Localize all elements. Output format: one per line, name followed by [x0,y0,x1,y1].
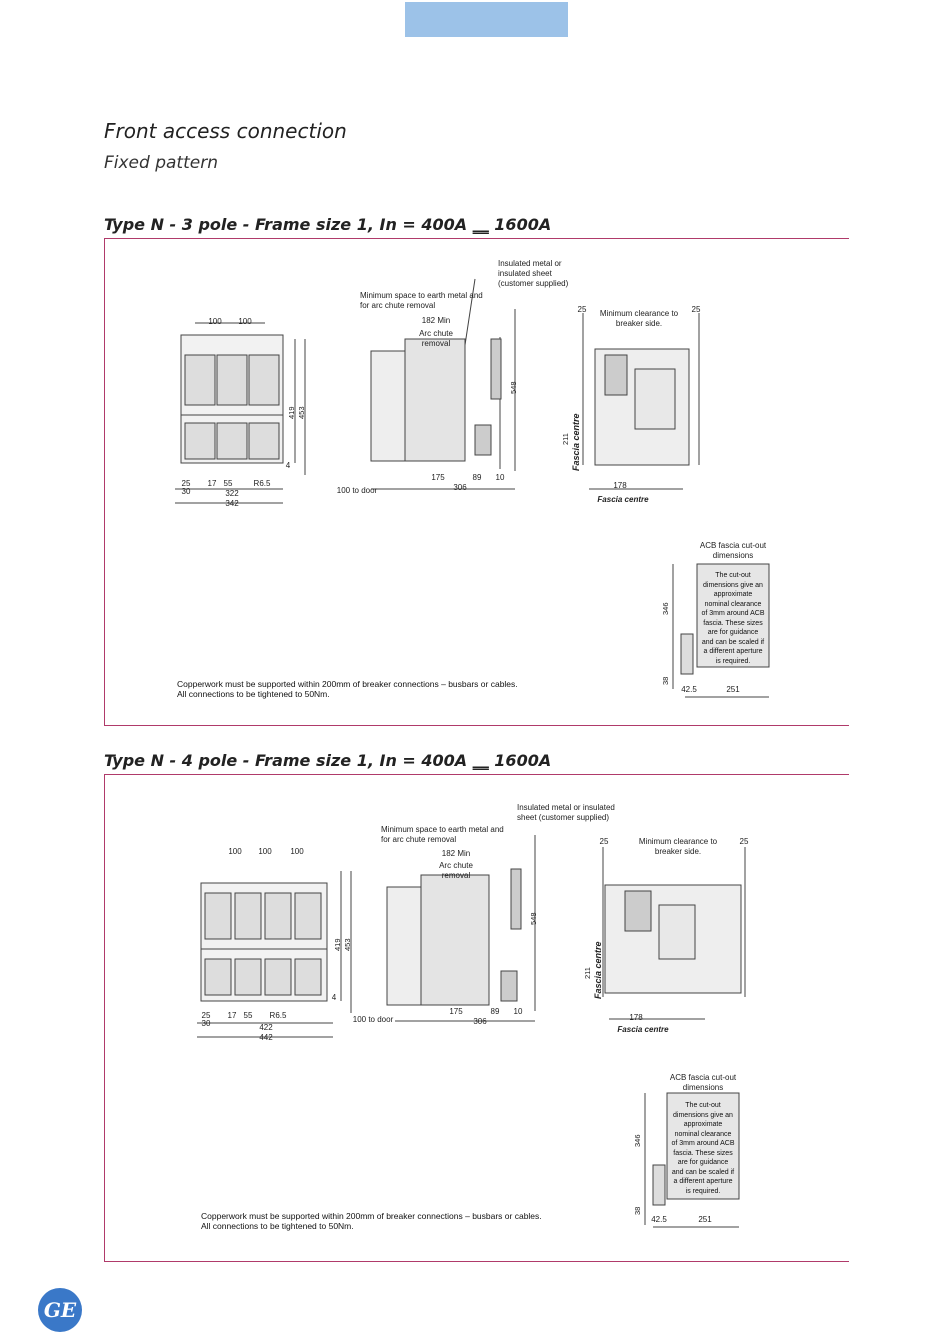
label-to-door: 100 to door [336,486,378,495]
dim-42-5: 42.5 [651,1215,667,1224]
drawing-frame-3pole [104,238,849,726]
dim-30: 30 [181,487,191,496]
dim-width-inner: 422 [259,1023,273,1032]
dim-r65: R6.5 [253,479,271,488]
dim-175: 175 [431,473,445,482]
label-to-door: 100 to door [352,1015,394,1024]
dim-4: 4 [331,993,337,1002]
dim-548: 548 [509,381,518,394]
dim-38: 38 [661,676,670,685]
label-arc-chute: Arc chute removal [419,329,453,348]
header-tab-bar [405,2,568,37]
dim-211: 211 [561,433,570,445]
dim-55: 55 [243,1011,253,1020]
note-tightening: All connections to be tightened to 50Nm. [177,689,330,699]
label-insulated: Insulated metal or insulated sheet (customer supplied) [498,259,569,288]
section-title-4pole: Type N - 4 pole - Frame size 1, In = 400A ‗‗ 1600A [104,751,552,770]
dim-419: 419 [287,406,296,419]
dim-width-outer: 442 [259,1033,273,1042]
dim-175: 175 [449,1007,463,1016]
label-fascia-centre: Fascia centre [617,1025,669,1034]
ge-logo: GE [38,1288,82,1332]
dim-4: 4 [285,461,291,470]
dim-453: 453 [297,406,306,419]
dim-25-right: 25 [739,837,749,846]
dim-25: 25 [201,1011,211,1020]
page-title: Front access connection [104,119,347,143]
dim-346: 346 [633,1134,642,1147]
label-arc-chute: Arc chute removal [439,861,473,880]
label-min-clearance: Minimum clearance to breaker side. [638,837,718,856]
label-min-space: Minimum space to earth metal and for arc chute removal [381,825,504,844]
label-fascia-centre: Fascia centre [597,495,649,504]
dim-346: 346 [661,602,670,615]
dim-17: 17 [227,1011,237,1020]
dim-55: 55 [223,479,233,488]
dim-548: 548 [529,912,538,925]
dim-100-3: 100 [290,847,304,856]
dim-100-1: 100 [208,317,222,326]
dim-211: 211 [583,967,592,979]
dim-419: 419 [333,938,342,951]
dim-306: 306 [453,483,467,492]
dim-100-2: 100 [258,847,272,856]
dim-25-right: 25 [691,305,701,314]
fascia-note: The cut-out dimensions give an approximate nominal clearance of 3mm around ACB fascia. These sizes are for guidance and can be scaled if a different aperture is required. [701,572,765,665]
dim-251: 251 [726,685,740,694]
dim-25-left: 25 [577,305,587,314]
label-fascia-title: ACB fascia cut-out dimensions [699,541,767,560]
dim-251: 251 [698,1215,712,1224]
label-fascia-centre-vertical: Fascia centre [571,413,581,471]
drawing-frame-4pole [104,774,849,1262]
label-fascia-title: ACB fascia cut-out dimensions [669,1073,737,1092]
dim-178: 178 [629,1013,643,1022]
note-copperwork: Copperwork must be supported within 200mm of breaker connections – busbars or cables. [201,1211,542,1221]
label-min-clearance: Minimum clearance to breaker side. [599,309,679,328]
dim-17: 17 [207,479,217,488]
fascia-note: The cut-out dimensions give an approximate nominal clearance of 3mm around ACB fascia. These sizes are for guidance and can be scaled if a different aperture is required. [671,1102,735,1195]
dim-10: 10 [513,1007,523,1016]
note-copperwork: Copperwork must be supported within 200mm of breaker connections – busbars or cables. [177,679,518,689]
dim-r65: R6.5 [269,1011,287,1020]
dim-89: 89 [490,1007,500,1016]
dim-10: 10 [495,473,505,482]
dim-100-1: 100 [228,847,242,856]
label-min-space: Minimum space to earth metal and for arc chute removal [360,291,483,310]
dim-100-2: 100 [238,317,252,326]
dim-width-inner: 322 [225,489,239,498]
label-fascia-centre-vertical: Fascia centre [593,941,603,999]
note-tightening: All connections to be tightened to 50Nm. [201,1221,354,1231]
dim-25: 25 [181,479,191,488]
page-subtitle: Fixed pattern [104,153,218,173]
dim-306: 306 [473,1017,487,1026]
dim-38: 38 [633,1206,642,1215]
dim-width-outer: 342 [225,499,239,508]
section-title-3pole: Type N - 3 pole - Frame size 1, In = 400A ‗‗ 1600A [104,215,552,234]
dim-30: 30 [201,1019,211,1028]
label-182-min: 182 Min [441,849,471,858]
dim-25-left: 25 [599,837,609,846]
dim-453: 453 [343,938,352,951]
dim-42-5: 42.5 [681,685,697,694]
dim-89: 89 [472,473,482,482]
label-182-min: 182 Min [421,316,451,325]
label-insulated: Insulated metal or insulated sheet (customer supplied) [517,803,615,822]
dim-178: 178 [613,481,627,490]
